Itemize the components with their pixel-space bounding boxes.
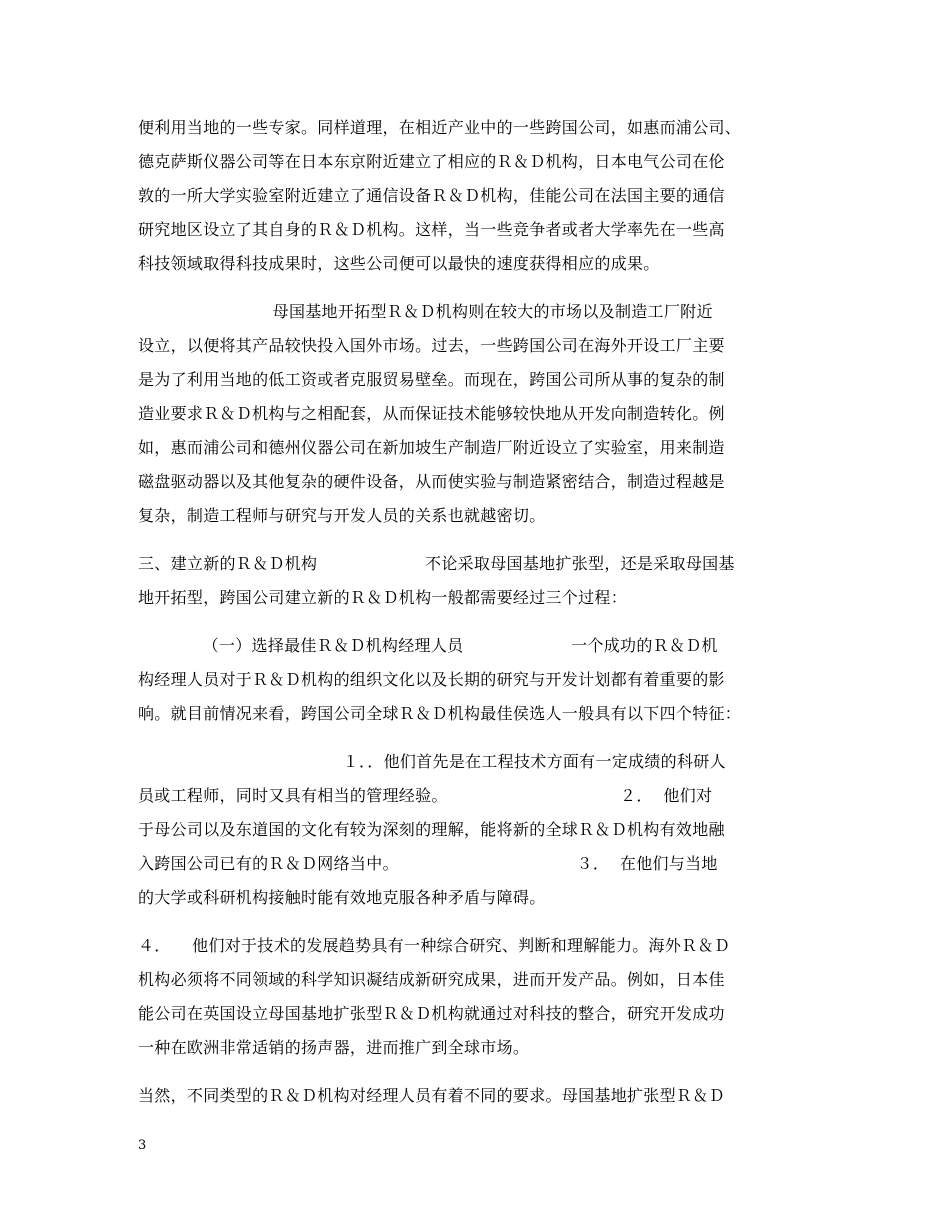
text-line: 磁盘驱动器以及其他复杂的硬件设备，从而使实验与制造紧密结合，制造过程越是	[138, 472, 725, 491]
list-line: 员或工程师，同时又具有相当的管理经验。 ２． 他们对	[138, 786, 713, 805]
text-line: 当然，不同类型的Ｒ＆Ｄ机构对经理人员有着不同的要求。母国基地扩张型Ｒ＆Ｄ	[138, 1086, 725, 1105]
list-line: ４． 他们对于技术的发展趋势具有一种综合研究、判断和理解能力。海外Ｒ＆Ｄ	[138, 936, 731, 955]
text-line: 便利用当地的一些专家。同样道理，在相近产业中的一些跨国公司，如惠而浦公司、	[138, 118, 742, 137]
text-line: 是为了利用当地的低工资或者克服贸易壁垒。而现在，跨国公司所从事的复杂的制	[138, 370, 725, 389]
text-line: 机构必须将不同领域的科学知识凝结成新研究成果，进而开发产品。例如，日本佳	[138, 970, 725, 989]
text-line: 响。就目前情况来看，跨国公司全球Ｒ＆Ｄ机构最佳侯选人一般具有以下四个特征：	[138, 704, 742, 723]
text-line: 研究地区设立了其自身的Ｒ＆Ｄ机构。这样，当一些竞争者或者大学率先在一些高	[138, 220, 725, 239]
text-line: 于母公司以及东道国的文化有较为深刻的理解，能将新的全球Ｒ＆Ｄ机构有效地融	[138, 820, 725, 839]
text-line: 一种在欧洲非常适销的扬声器，进而推广到全球市场。	[138, 1038, 530, 1057]
text-line: 母国基地开拓型Ｒ＆Ｄ机构则在较大的市场以及制造工厂附近	[138, 302, 713, 321]
list-line: 入跨国公司已有的Ｒ＆Ｄ网络当中。 ３． 在他们与当地	[138, 854, 718, 873]
subsection-heading-line: （一）选择最佳Ｒ＆Ｄ机构经理人员 一个成功的Ｒ＆Ｄ机	[138, 636, 718, 655]
text-line: 科技领域取得科技成果时，这些公司便可以最快的速度获得相应的成果。	[138, 254, 660, 273]
section-heading-line: 三、建立新的Ｒ＆Ｄ机构 不论采取母国基地扩张型，还是采取母国基	[138, 554, 735, 573]
text-line: 复杂，制造工程师与研究与开发人员的关系也就越密切。	[138, 506, 546, 525]
list-line: １．．他们首先是在工程技术方面有一定成绩的科研人	[138, 752, 726, 771]
text-line: 的大学或科研机构接触时能有效地克服各种矛盾与障碍。	[138, 888, 546, 907]
text-line: 地开拓型，跨国公司建立新的Ｒ＆Ｄ机构一般都需要经过三个过程：	[138, 588, 628, 607]
page-number: 3	[138, 1138, 147, 1153]
text-line: 构经理人员对于Ｒ＆Ｄ机构的组织文化以及长期的研究与开发计划都有着重要的影	[138, 670, 725, 689]
text-line: 设立，以便将其产品较快投入国外市场。过去，一些跨国公司在海外开设工厂主要	[138, 336, 725, 355]
text-line: 造业要求Ｒ＆Ｄ机构与之相配套，从而保证技术能够较快地从开发向制造转化。例	[138, 404, 725, 423]
text-line: 能公司在英国设立母国基地扩张型Ｒ＆Ｄ机构就通过对科技的整合，研究开发成功	[138, 1004, 725, 1023]
text-line: 德克萨斯仪器公司等在日本东京附近建立了相应的Ｒ＆Ｄ机构，日本电气公司在伦	[138, 152, 725, 171]
text-line: 如，惠而浦公司和德州仪器公司在新加坡生产制造厂附近设立了实验室，用来制造	[138, 438, 725, 457]
text-line: 敦的一所大学实验室附近建立了通信设备Ｒ＆Ｄ机构，佳能公司在法国主要的通信	[138, 186, 725, 205]
